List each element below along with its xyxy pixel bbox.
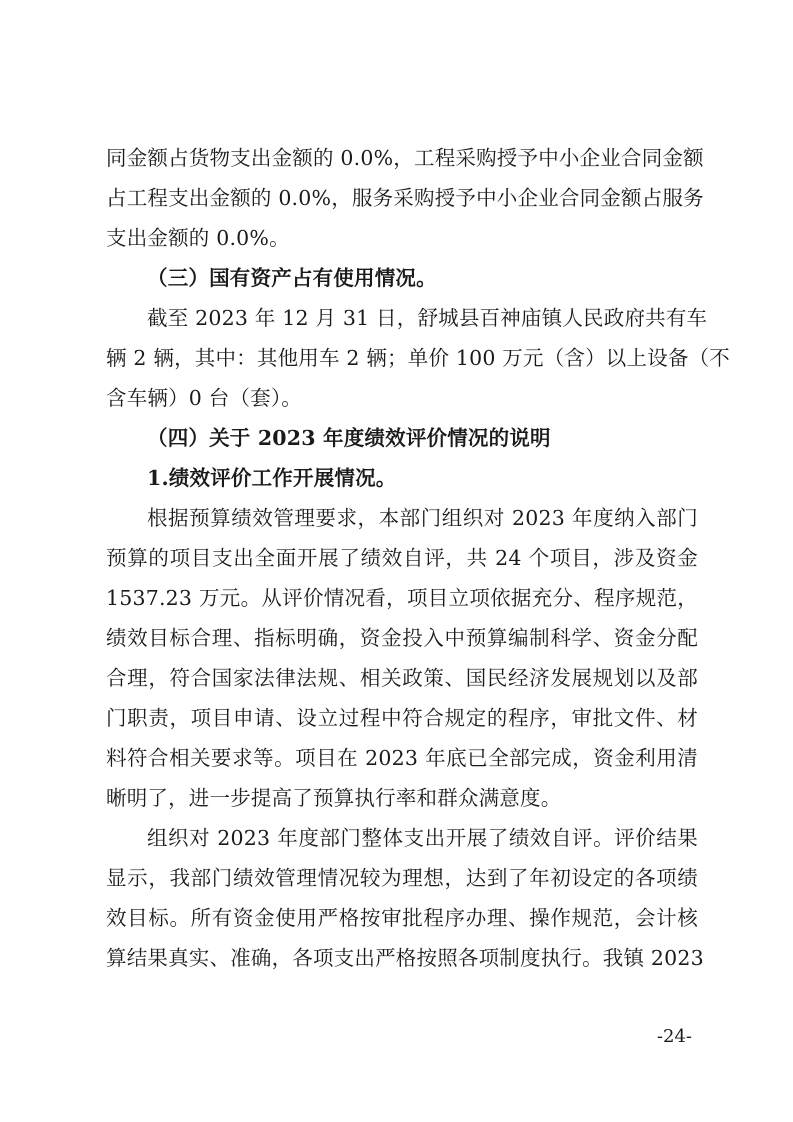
text-line-15: 门职责，项目申请、设立过程中符合规定的程序，审批文件、材 bbox=[106, 706, 698, 730]
text-line-14: 合理，符合国家法律法规、相关政策、国民经济发展规划以及部 bbox=[106, 666, 698, 690]
text-line-3: 支出金额的 0.0%。 bbox=[106, 226, 290, 250]
page-number: -24- bbox=[656, 1026, 692, 1047]
text-line-19: 显示，我部门绩效管理情况较为理想，达到了年初设定的各项绩 bbox=[106, 866, 698, 890]
text-line-6: 辆 2 辆，其中：其他用车 2 辆；单价 100 万元（含）以上设备（不 bbox=[106, 346, 731, 370]
text-line-5: 截至 2023 年 12 月 31 日，舒城县百神庙镇人民政府共有车 bbox=[147, 306, 708, 330]
text-line-18: 组织对 2023 年度部门整体支出开展了绩效自评。评价结果 bbox=[147, 826, 698, 850]
section-heading-assets: （三）国有资产占有使用情况。 bbox=[147, 266, 437, 290]
text-line-17: 晰明了，进一步提高了预算执行率和群众满意度。 bbox=[106, 786, 562, 810]
text-line-2: 占工程支出金额的 0.0%，服务采购授予中小企业合同金额占服务 bbox=[106, 186, 704, 210]
text-line-21: 算结果真实、准确，各项支出严格按照各项制度执行。我镇 2023 bbox=[106, 946, 704, 970]
text-line-1: 同金额占货物支出金额的 0.0%，工程采购授予中小企业合同金额 bbox=[106, 146, 704, 170]
subsection-heading-evaluation: 1.绩效评价工作开展情况。 bbox=[147, 466, 397, 490]
text-line-16: 料符合相关要求等。项目在 2023 年底已全部完成，资金利用清 bbox=[106, 746, 698, 770]
document-body bbox=[106, 138, 731, 978]
section-heading-performance: （四）关于 2023 年度绩效评价情况的说明 bbox=[147, 426, 551, 450]
text-line-10: 根据预算绩效管理要求，本部门组织对 2023 年度纳入部门 bbox=[147, 506, 698, 530]
text-line-11: 预算的项目支出全面开展了绩效自评，共 24 个项目，涉及资金 bbox=[106, 546, 698, 570]
text-line-13: 绩效目标合理、指标明确，资金投入中预算编制科学、资金分配 bbox=[106, 626, 698, 650]
text-line-7: 含车辆）0 台（套）。 bbox=[106, 386, 303, 410]
text-line-12: 1537.23 万元。从评价情况看，项目立项依据充分、程序规范， bbox=[106, 586, 698, 610]
text-line-20: 效目标。所有资金使用严格按审批程序办理、操作规范，会计核 bbox=[106, 906, 698, 930]
